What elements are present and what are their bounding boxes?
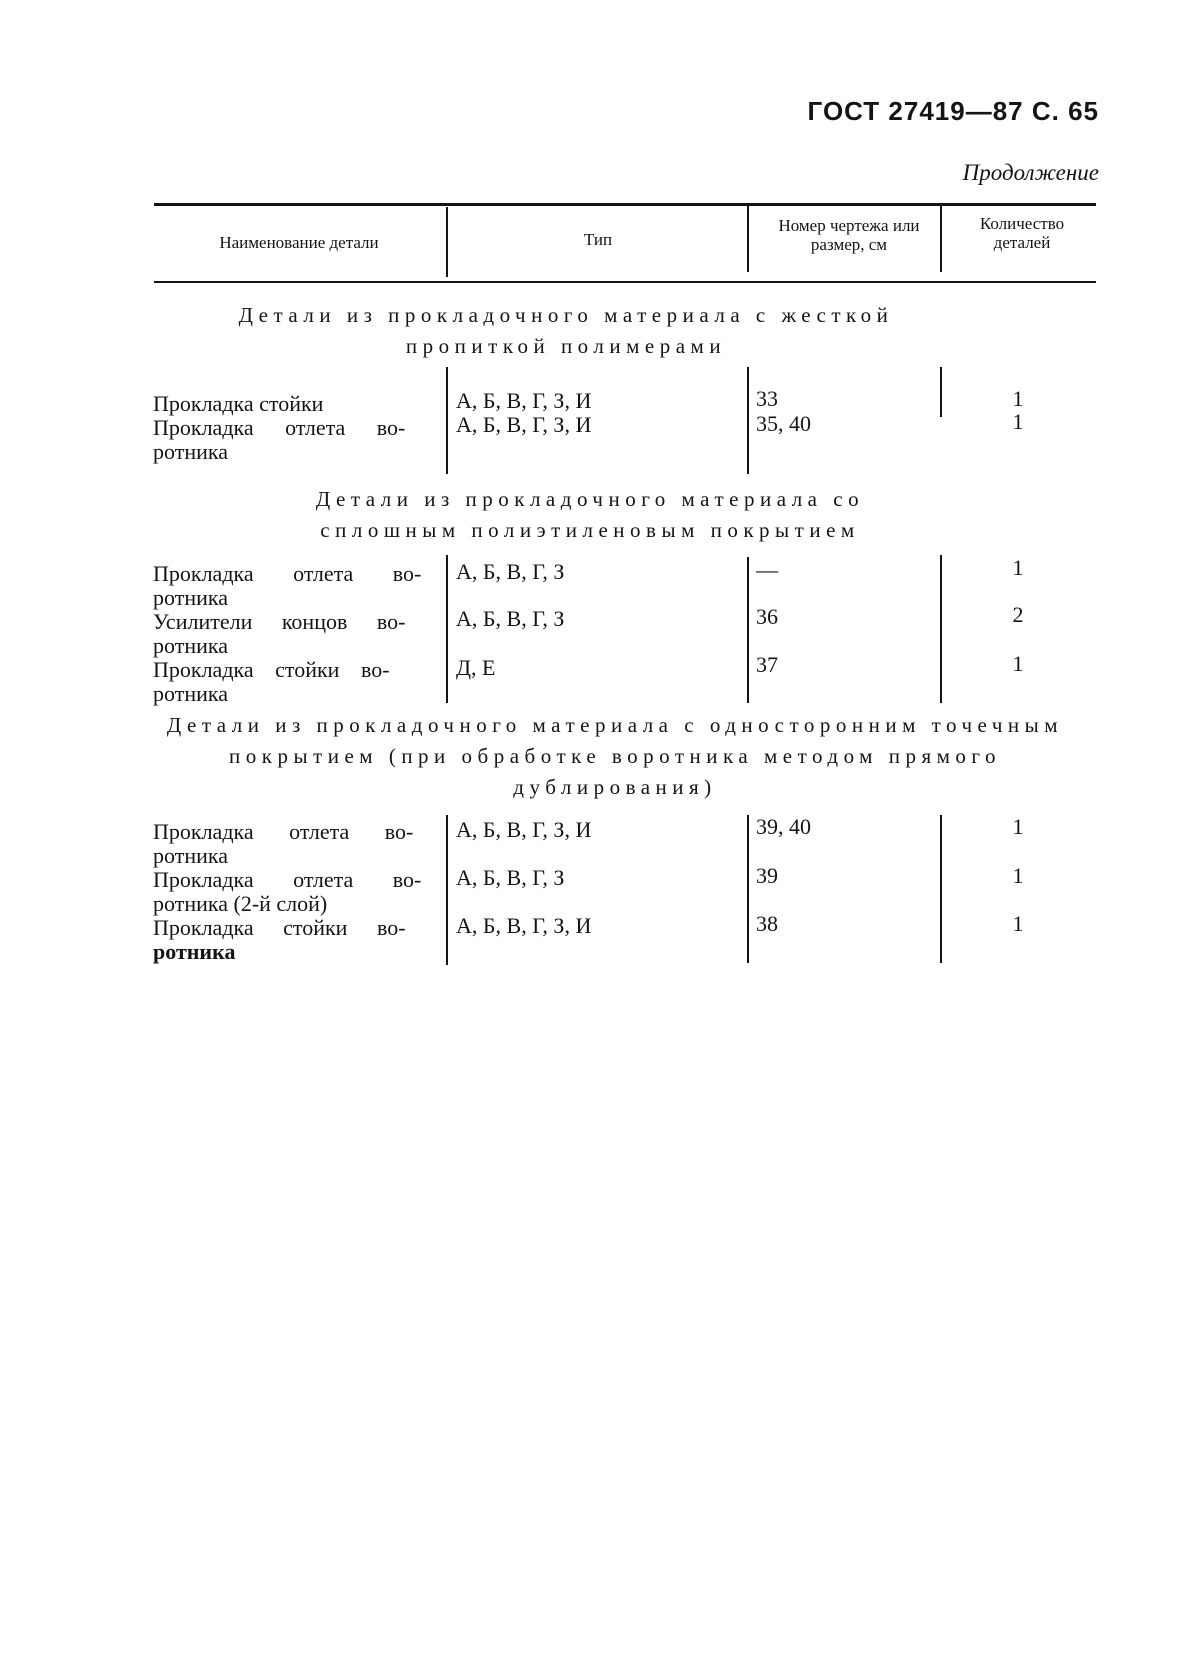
part-type: А, Б, В, Г, З, И — [456, 388, 592, 413]
part-quantity: 2 — [1012, 602, 1024, 627]
part-name: Прокладка отлета во- — [153, 819, 414, 844]
part-name: Прокладка отлета во- — [153, 867, 422, 892]
header-divider-3 — [940, 203, 942, 272]
part-quantity: 1 — [1012, 863, 1024, 888]
part-name-continued: ротника — [153, 681, 228, 706]
table-row — [153, 610, 438, 658]
part-name: Усилители концов во- — [153, 609, 406, 634]
part-type: Д, Е — [456, 655, 496, 680]
drawing-number: — — [756, 557, 778, 582]
drawing-number: 36 — [756, 604, 778, 629]
header-divider-1 — [446, 207, 448, 277]
drawing-number: 39 — [756, 863, 778, 888]
part-quantity: 1 — [1012, 651, 1024, 676]
table-row — [153, 416, 438, 464]
table-row — [153, 868, 438, 916]
table-top-rule — [154, 203, 1096, 206]
part-name: Прокладка стойки — [153, 391, 324, 416]
drawing-number: 33 — [756, 386, 778, 411]
part-name-continued: ротника — [153, 843, 228, 868]
table-row — [153, 658, 438, 706]
part-name: Прокладка отлета во- — [153, 415, 406, 440]
part-quantity: 1 — [1012, 814, 1024, 839]
column-divider — [747, 367, 749, 474]
column-divider — [446, 815, 448, 965]
part-type: А, Б, В, Г, З — [456, 606, 565, 631]
part-name-continued: ротника — [153, 939, 236, 964]
part-type: А, Б, В, Г, З — [456, 559, 565, 584]
part-name-continued: ротника — [153, 633, 228, 658]
part-type: А, Б, В, Г, З — [456, 865, 565, 890]
column-divider — [446, 555, 448, 703]
part-name-continued: ротника — [153, 585, 228, 610]
column-divider — [747, 815, 749, 963]
column-divider — [940, 555, 942, 703]
column-divider — [747, 557, 749, 703]
drawing-number: 35, 40 — [756, 411, 811, 436]
table-row — [153, 916, 438, 964]
table-row — [153, 392, 438, 416]
drawing-number: 37 — [756, 652, 778, 677]
table-row — [153, 820, 438, 868]
page-number: ГОСТ 27419—87 С. 65 — [807, 96, 1099, 126]
section-title: Детали из прокладочного материала с жесткой пропиткой полимерами — [238, 303, 894, 358]
drawing-number: 39, 40 — [756, 814, 811, 839]
column-divider — [940, 815, 942, 963]
part-quantity: 1 — [1012, 409, 1024, 434]
part-quantity: 1 — [1012, 555, 1024, 580]
drawing-number: 38 — [756, 911, 778, 936]
part-name-continued: ротника (2-й слой) — [153, 891, 328, 916]
part-name: Прокладка стойки во- — [153, 915, 406, 940]
table-header-rule — [154, 281, 1096, 283]
header-divider-2 — [747, 203, 749, 272]
part-type: А, Б, В, Г, З, И — [456, 817, 592, 842]
column-header-type: Тип — [583, 230, 613, 249]
column-divider — [940, 367, 942, 417]
part-name: Прокладка отлета во- — [153, 561, 422, 586]
column-header-qty: Количество деталей — [979, 214, 1065, 252]
part-type: А, Б, В, Г, З, И — [456, 913, 592, 938]
continuation-label: Продолжение — [962, 160, 1099, 185]
part-name: Прокладка стойки во- — [153, 657, 390, 682]
column-divider — [446, 367, 448, 474]
part-name-continued: ротника — [153, 439, 228, 464]
section-title: Детали из прокладочного материала со сплошным полиэтиленовым покрытием — [315, 487, 865, 542]
part-quantity: 1 — [1012, 911, 1024, 936]
column-header-drawing: Номер чертежа или размер, см — [778, 216, 920, 254]
table-row — [153, 562, 438, 610]
part-quantity: 1 — [1012, 386, 1024, 411]
column-header-name: Наименование детали — [219, 233, 379, 252]
section-title: Детали из прокладочного материала с односторонним точечным покрытием (при обработке воротника методом прямого дублирования) — [166, 713, 1064, 799]
part-type: А, Б, В, Г, З, И — [456, 412, 592, 437]
